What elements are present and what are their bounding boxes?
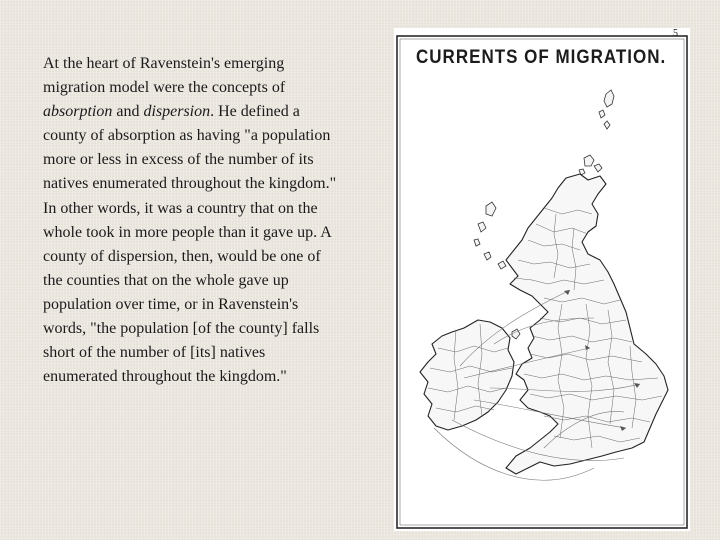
paragraph-text-and: and xyxy=(112,103,144,121)
paragraph-text-definition: . He defined a county of absorption as having "a population more or less in excess of the number of its natives enumerated throughout the kingdom." In other words, it was a country that on the whole took in more people than it gave up. A county of dispersion, then, would be one of the counties that on the whole gave up population over time, or in Ravenstein's words, "the population [of the county] falls short of the number of [its] natives enumerated throughout the kingdom." xyxy=(43,103,337,386)
hebrides-islands xyxy=(474,202,506,269)
great-britain-outline xyxy=(506,174,668,474)
shetland-islands xyxy=(599,90,614,129)
paragraph-text-intro: At the heart of Ravenstein's emerging migration model were the concepts of xyxy=(43,55,286,97)
british-isles-map xyxy=(394,28,690,531)
map-title: CURRENTS OF MIGRATION. xyxy=(416,46,667,68)
body-paragraph xyxy=(43,52,343,389)
migration-map-figure xyxy=(394,28,690,531)
ireland-outline xyxy=(420,320,514,430)
term-dispersion: dispersion xyxy=(143,103,211,121)
page-number: 5 xyxy=(673,28,678,39)
orkney-islands xyxy=(579,155,602,175)
term-absorption: absorption xyxy=(43,103,113,121)
